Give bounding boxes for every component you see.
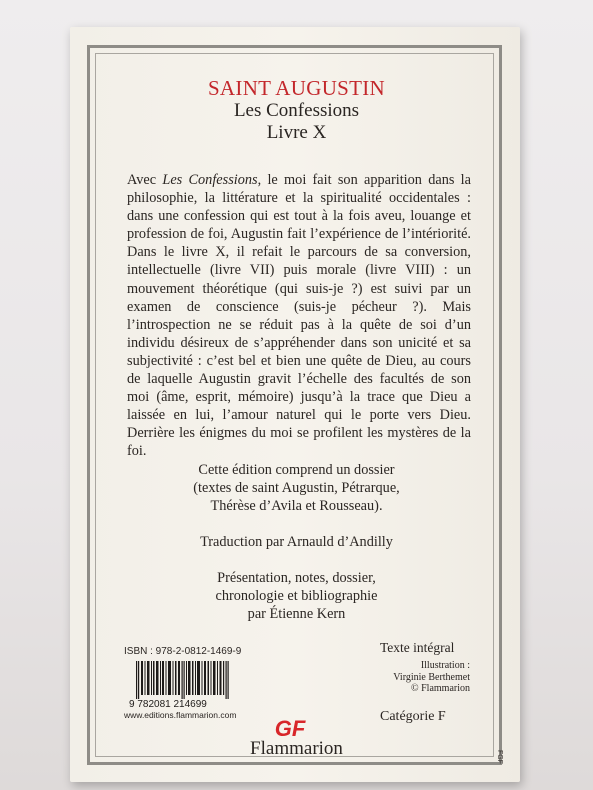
publisher-website: www.editions.flammarion.com — [124, 710, 237, 720]
back-cover-blurb — [127, 171, 471, 461]
dossier-note — [0, 461, 593, 515]
gf-logo — [270, 716, 310, 740]
dossier-line: Cette édition comprend un dossier — [198, 462, 395, 478]
presentation-line: Présentation, notes, dossier, — [217, 570, 376, 586]
presentation-line: chronologie et bibliographie — [215, 588, 378, 604]
barcode — [127, 661, 242, 709]
blurb-lead: Avec — [127, 172, 163, 188]
edge-code: FGF — [496, 750, 503, 764]
publisher-name: Flammarion — [250, 738, 343, 759]
author-name: SAINT AUGUSTIN — [207, 76, 386, 100]
presentation-credit — [0, 569, 593, 623]
isbn: ISBN : 978-2-0812-1469-9 — [124, 646, 242, 657]
book-subtitle: Livre X — [266, 122, 327, 143]
texte-integral: Texte intégral — [380, 640, 455, 655]
presentation-line: par Étienne Kern — [247, 606, 346, 622]
illustration-credits — [372, 660, 470, 695]
translation-credit: Traduction par Arnauld d’Andilly — [200, 534, 393, 550]
blurb-italic-title: Les Confessions — [162, 172, 258, 188]
dossier-line: Thérèse d’Avila et Rousseau). — [210, 498, 383, 514]
credit-line: Virginie Berthemet — [393, 671, 470, 683]
category-label: Catégorie F — [380, 709, 446, 724]
credit-line: Illustration : — [420, 660, 470, 671]
dossier-line: (textes de saint Augustin, Pétrarque, — [193, 480, 400, 496]
barcode-bars — [127, 661, 242, 709]
barcode-digits: 9 782081 214699 — [129, 699, 207, 709]
book-title: Les Confessions — [233, 100, 360, 121]
gf-logo-text: GF — [274, 716, 306, 740]
gf-logo-mark — [270, 716, 310, 740]
blurb-text: , le moi fait son apparition dans la philosophie, la littérature et la spiritualité occidentales : dans une confession qui est tout à la fois aveu, louange et profession de foi, Augustin fait l’expérience de l’intériorité. Dans le livre X, il refait le parcours de sa conversion, intellectuelle (livre VII) puis morale (livre VIII) : un mouvement théorétique (qui suis-je ?) est suivi par un examen de conscience (suis-je pécheur ?). Mais l’introspection ne se réduit pas à la quête de soi d’un individu désireux de s’appréhender dans son unicité et sa subjectivité : c’est bel et bien une quête de Dieu, au cours de laquelle Augustin gravit l’échelle des facultés de son moi (âme, esprit, mémoire) jusqu’à la trace que Dieu a laissée en lui, l’amour naturel qui le porte vers Dieu. Derrière les énigmes du moi se profilent les mystères de la foi. — [127, 172, 472, 460]
credit-line: © Flammarion — [411, 683, 470, 694]
